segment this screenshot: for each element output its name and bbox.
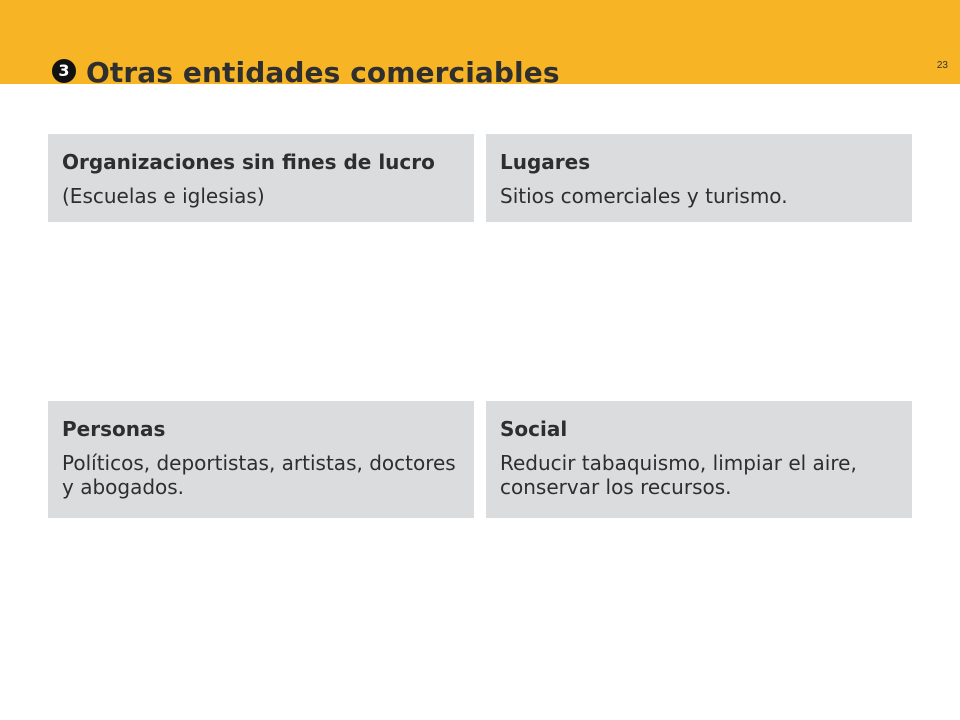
card-title: Personas bbox=[62, 417, 166, 441]
card-nonprofit bbox=[48, 134, 474, 222]
slide-title-row bbox=[52, 52, 560, 92]
card-title: Organizaciones sin fines de lucro bbox=[62, 150, 435, 174]
card-body: Reducir tabaquismo, limpiar el aire, conservar los recursos. bbox=[500, 451, 870, 499]
card-people bbox=[48, 401, 474, 518]
page-number: 23 bbox=[936, 60, 948, 71]
card-body: Políticos, deportistas, artistas, doctores y abogados. bbox=[62, 451, 463, 499]
card-places bbox=[486, 134, 912, 222]
card-title: Lugares bbox=[500, 150, 591, 174]
card-body: Sitios comerciales y turismo. bbox=[500, 184, 788, 208]
slide-title: Otras entidades comerciables bbox=[86, 55, 560, 89]
card-body: (Escuelas e iglesias) bbox=[62, 184, 265, 208]
card-social bbox=[486, 401, 912, 518]
card-title: Social bbox=[500, 417, 568, 441]
number-badge: 3 bbox=[52, 59, 76, 83]
